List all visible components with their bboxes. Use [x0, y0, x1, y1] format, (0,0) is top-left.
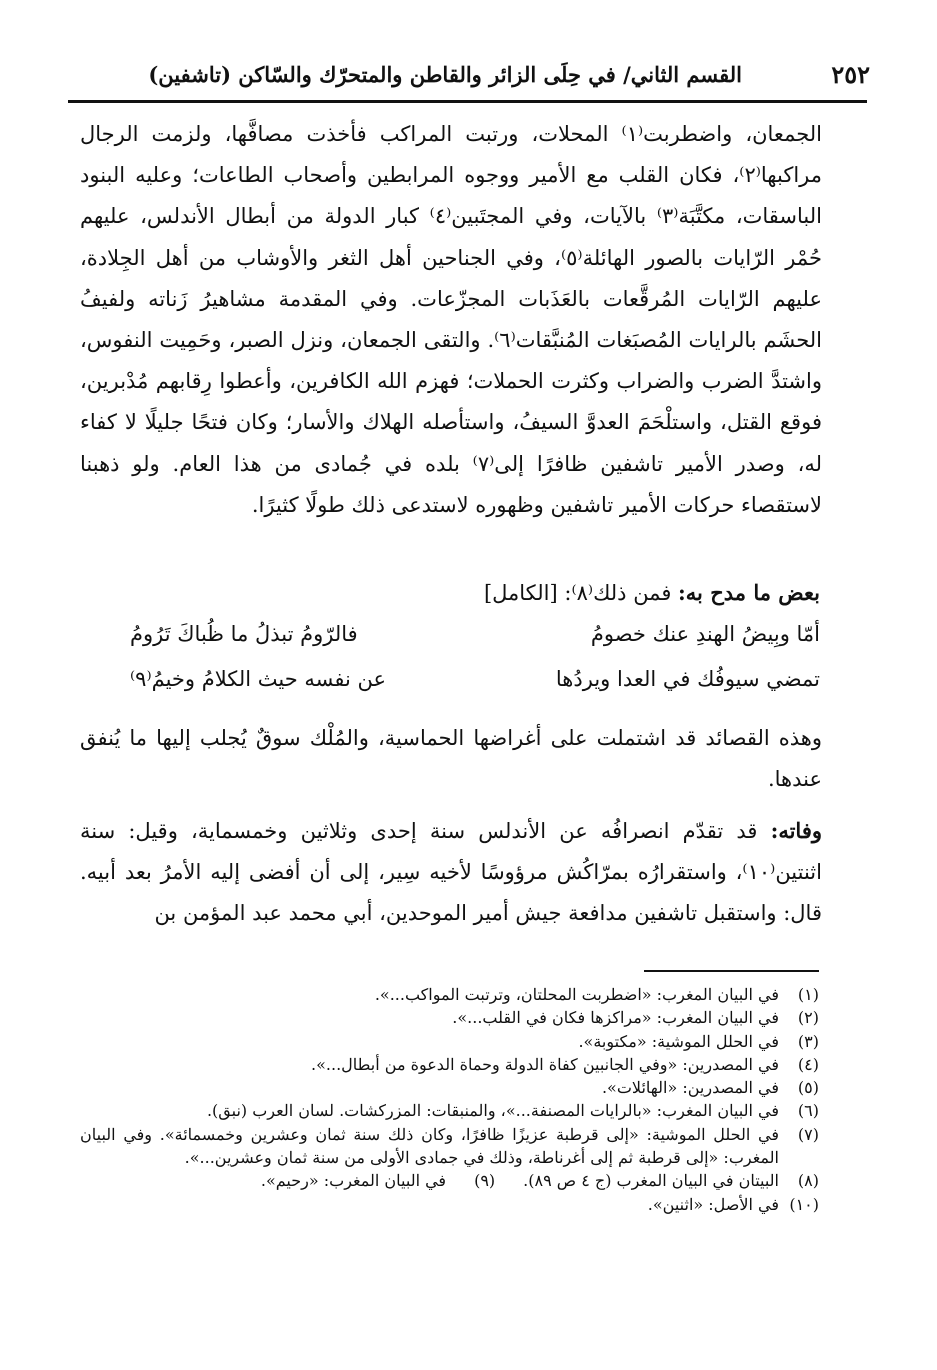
verse-second-hemistich: فالرّومُ تبذلُ ما ظُباكَ تَرُومُ — [130, 622, 358, 646]
footnote-text: في المصدرين: «الهائلات». — [601, 1078, 779, 1098]
verse-second-hemistich: عن نفسه حيث الكلامُ وخيمُ⁽٩⁾ — [130, 667, 387, 691]
verse-line — [130, 667, 820, 709]
verse-first-hemistich: أمّا وبِيضُ الهندِ عنك خصومُ — [590, 622, 820, 646]
footnote-text: في الحلل الموشية: «مكتوبة». — [578, 1031, 779, 1051]
footnote-number: (١٠) — [789, 1194, 819, 1214]
closing-paragraph: وهذه القصائد قد اشتملت على أغراضها الحماسية، والمُلْك سوقٌ يُجلب إليها ما يُنفق عندها. — [80, 726, 822, 791]
footnote-number: (٨) — [797, 1171, 819, 1191]
running-header-title: القسم الثاني/ في حِلَى الزائر والقاطن والمتحرّك والسّاكن (تاشفين) — [148, 62, 742, 87]
footnote-text: البيتان في البيان المغرب (ج ٤ ص ٨٩). — [523, 1171, 779, 1191]
footnote — [80, 983, 819, 1006]
footnote — [80, 1123, 819, 1170]
death-paragraph — [80, 810, 822, 934]
praise-heading — [484, 580, 820, 605]
verse-first-hemistich: تمضي سيوفُك في العدا ويردُها — [555, 667, 820, 691]
footnote-number: (٥) — [797, 1078, 819, 1098]
footnote-text: في الأصل: «اثنين». — [647, 1194, 779, 1214]
footnote — [80, 1006, 819, 1029]
death-heading: وفاته: — [770, 818, 822, 843]
footnote-text: في البيان المغرب: «بالرايات المصنفة...»، والمنبقات: المزركشات. لسان العرب (نبق). — [206, 1101, 779, 1121]
footnote-number: (٩) — [474, 1171, 496, 1191]
footnote-text: في البيان المغرب: «رحيم». — [260, 1171, 447, 1191]
footnote — [80, 1076, 819, 1099]
footnote-number: (٧) — [797, 1124, 819, 1144]
footnote-number: (٦) — [797, 1101, 819, 1121]
praise-heading-meter: فمن ذلك⁽٨⁾: [الكامل] — [483, 581, 679, 605]
footnote-number: (٤) — [797, 1054, 819, 1074]
footnote — [80, 1053, 819, 1076]
footnote — [80, 1193, 819, 1216]
footnote — [80, 1030, 819, 1053]
footnote-text: في البيان المغرب: «اضطربت المحلتان، وترتبت المواكب...». — [374, 985, 779, 1004]
footnote — [80, 1099, 819, 1122]
body-paragraph: الجمعان، واضطربت⁽١⁾ المحلات، ورتبت المراكب فأخذت مصافَّها، ولزمت الرجال مراكبها⁽٢⁾، فكان القلب مع الأمير ووجوه المرابطين وأصحاب الطاعات؛ وعليه البنود الباسقات، مكتَّبَة⁽٣⁾ بالآيات، وفي المجتَبين⁽٤⁾ كبار الدولة من أبطال الأندلس، عليهم حُمْر الرّايات بالصور الهائلة⁽٥⁾، وفي الجناحين أهل الثغر والأوشاب من أهل الجِلادة، عليهم الرّايات المُرقَّعات بالعَذَبات المجزّعات. وفي المقدمة مشاهيرُ زَناته ولفيفُ الحشَم بالرايات المُصبَغات المُنبَّقات⁽٦⁾. والتقى الجمعان، ونزل الصبر، وحَمِيت النفوس، واشتدَّ الضرب والضراب وكثرت الحملات؛ فهزم الله الكافرين، وأعطوا رِقابهم مُدْبرين، فوقع القتل، واستلْحَمَ العدوَّ السيفُ، واستأصله الهلاك والأسار؛ وكان فتحًا جليلًا لا كفاء له، وصدر الأمير تاشفين ظافرًا إلى⁽٧⁾ بلده في جُمادى من هذا العام. ولو ذهبنا لاستقصاء حركات الأمير تاشفين وظهوره لاستدعى ذلك طولًا كثيرًا. — [80, 122, 822, 517]
death-text: قد تقدّم انصرافُه عن الأندلس سنة إحدى وثلاثين وخمسماية، وقيل: سنة اثنتين⁽١٠⁾، واستقرارُه بمرّاكُش مرؤوسًا لأخيه سِير، إلى أن أفضى إليه الأمرُ بعد أبيه. قال: واستقبل تاشفين مدافعة جيش أمير الموحدين، أبي محمد عبد المؤمن بن — [80, 819, 822, 925]
main-text — [80, 114, 822, 526]
praise-heading-label: بعض ما مدح به: — [678, 580, 820, 605]
footnote — [80, 1169, 819, 1192]
header-rule — [68, 100, 867, 103]
footnote-text: في الحلل الموشية: «إلى قرطبة عزيزًا ظافرًا، وكان ذلك سنة ثمان وعشرين وخمسمائة». وفي البيان المغرب: «إلى قرطبة ثم إلى أغرناطة، وذلك في جمادى الأولى من سنة ثمان وعشرين...». — [80, 1124, 779, 1168]
footnote-text: في البيان المغرب: «مراكزها فكان في القلب...». — [452, 1008, 779, 1028]
footnote-number: (١) — [797, 985, 819, 1004]
footnote-separator — [644, 970, 819, 972]
footnote-number: (٣) — [797, 1031, 819, 1051]
page-number: ٢٥٢ — [831, 60, 870, 89]
footnote-number: (٢) — [797, 1008, 819, 1028]
verse-line — [130, 622, 820, 664]
footnotes — [80, 983, 819, 1216]
footnote-text: في المصدرين: «وفي الجانبين كفاة الدولة وحماة الدعوة من أبطال...». — [311, 1054, 779, 1074]
